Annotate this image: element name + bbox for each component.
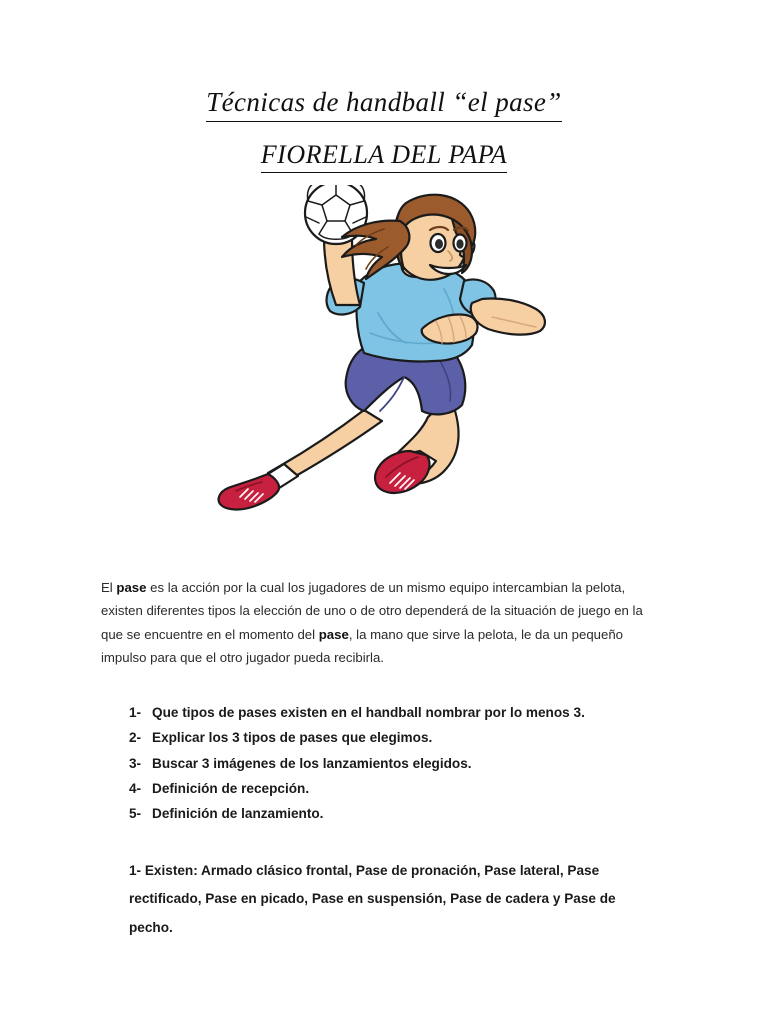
list-item-label: Explicar los 3 tipos de pases que elegimos. xyxy=(152,730,433,746)
list-item-marker: 2- xyxy=(129,730,142,746)
intro-seg-1: El xyxy=(101,580,117,596)
extended-arm xyxy=(471,298,545,334)
intro-paragraph xyxy=(101,576,653,669)
questions-list xyxy=(129,700,689,826)
back-shoe xyxy=(219,474,279,509)
handball-player-illustration xyxy=(214,185,554,515)
list-item xyxy=(129,801,689,826)
intro-bold-pase-1: pase xyxy=(116,580,147,596)
page-title: Técnicas de handball “el pase” xyxy=(206,86,561,122)
author-name: FIORELLA DEL PAPA xyxy=(261,139,507,174)
list-item-label: Buscar 3 imágenes de los lanzamientos elegidos. xyxy=(152,755,472,771)
pupil-left xyxy=(435,239,443,249)
list-item-label: Definición de recepción. xyxy=(152,780,310,796)
intro-bold-pase-2: pase xyxy=(318,626,349,642)
list-item xyxy=(129,700,689,725)
list-item-marker: 1- xyxy=(129,705,142,720)
list-item xyxy=(129,751,689,776)
title-block xyxy=(0,86,768,173)
answer-paragraph: 1- Existen: Armado clásico frontal, Pase de pronación, Pase lateral, Pase rectificado, Pase en picado, Pase en suspensión, Pase de cadera y Pase de pecho. xyxy=(129,862,616,935)
list-item-marker: 5- xyxy=(129,806,142,822)
list-item-marker: 4- xyxy=(129,780,142,796)
list-item xyxy=(129,776,689,801)
pupil-right xyxy=(456,239,463,249)
list-item xyxy=(129,725,689,750)
intro-seg-3: , la mano que sirve la pelota, le da un pequeño impulso para que el otro jugador pueda recibirla. xyxy=(101,626,624,665)
list-item-marker: 3- xyxy=(129,755,142,771)
intro-seg-2: es la acción por la cual los jugadores de un mismo equipo intercambian la pelota, existen diferentes tipos la elección de uno o de otro dependerá de la situación de juego en la que se encuentre en el momento del xyxy=(101,580,643,642)
subtitle-wrap xyxy=(0,139,768,174)
list-item-label: Que tipos de pases existen en el handball nombrar por lo menos 3. xyxy=(152,705,585,720)
list-item-label: Definición de lanzamiento. xyxy=(152,806,324,822)
